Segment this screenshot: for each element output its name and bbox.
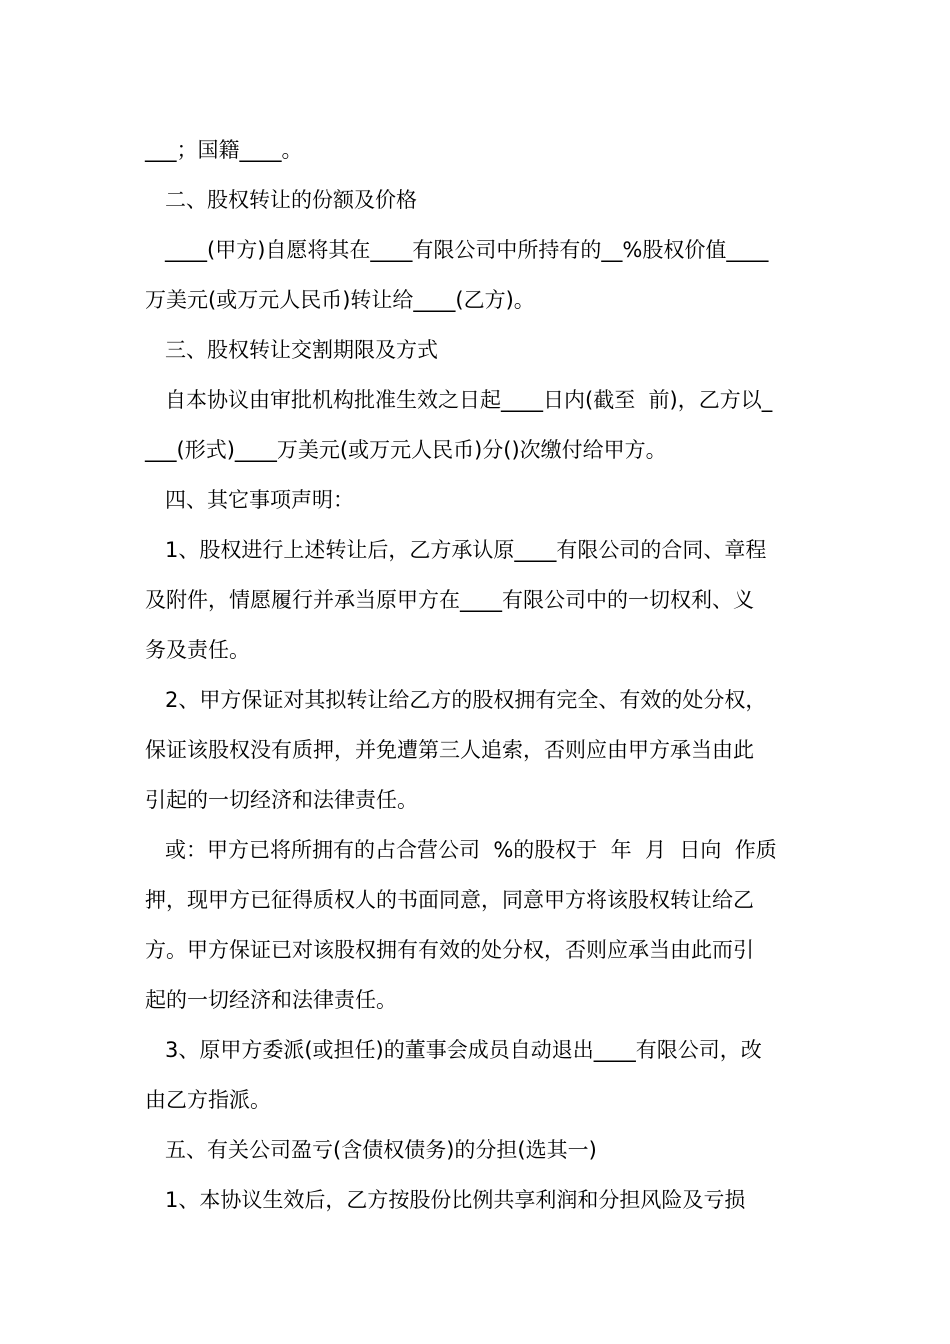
text-line: 自本协议由审批机构批准生效之日起____日内(截至 前)，乙方以_: [165, 388, 773, 412]
text-line: 起的一切经济和法律责任。: [145, 988, 397, 1012]
section-heading: 五、有关公司盈亏(含债权债务)的分担(选其一): [165, 1138, 597, 1162]
text-line: 1、股权进行上述转让后，乙方承认原____有限公司的合同、章程: [165, 538, 767, 562]
text-line: ___；国籍____。: [145, 138, 303, 162]
text-line: 押，现甲方已征得质权人的书面同意，同意甲方将该股权转让给乙: [145, 888, 754, 912]
text-line: 方。甲方保证已对该股权拥有有效的处分权，否则应承当由此而引: [145, 938, 754, 962]
text-line: 引起的一切经济和法律责任。: [145, 788, 418, 812]
text-line: 由乙方指派。: [145, 1088, 271, 1112]
text-line: 3、原甲方委派(或担任)的董事会成员自动退出____有限公司，改: [165, 1038, 762, 1062]
text-line: 1、本协议生效后，乙方按股份比例共享利润和分担风险及亏损: [165, 1188, 746, 1212]
text-line: 2、甲方保证对其拟转让给乙方的股权拥有完全、有效的处分权，: [165, 688, 767, 712]
text-line: ___(形式)____万美元(或万元人民币)分()次缴付给甲方。: [145, 438, 667, 462]
text-line: 保证该股权没有质押，并免遭第三人追索，否则应由甲方承当由此: [145, 738, 754, 762]
text-line: 及附件，情愿履行并承当原甲方在____有限公司中的一切权利、义: [145, 588, 754, 612]
text-line: 务及责任。: [145, 638, 250, 662]
text-line: 或：甲方已将所拥有的占合营公司 %的股权于 年 月 日向 作质: [165, 838, 777, 862]
text-line: ____(甲方)自愿将其在____有限公司中所持有的__%股权价值____: [165, 238, 769, 262]
section-heading: 二、股权转让的份额及价格: [165, 188, 417, 212]
section-heading: 三、股权转让交割期限及方式: [165, 338, 438, 362]
text-line: 万美元(或万元人民币)转让给____(乙方)。: [145, 288, 535, 312]
section-heading: 四、其它事项声明：: [165, 488, 354, 512]
